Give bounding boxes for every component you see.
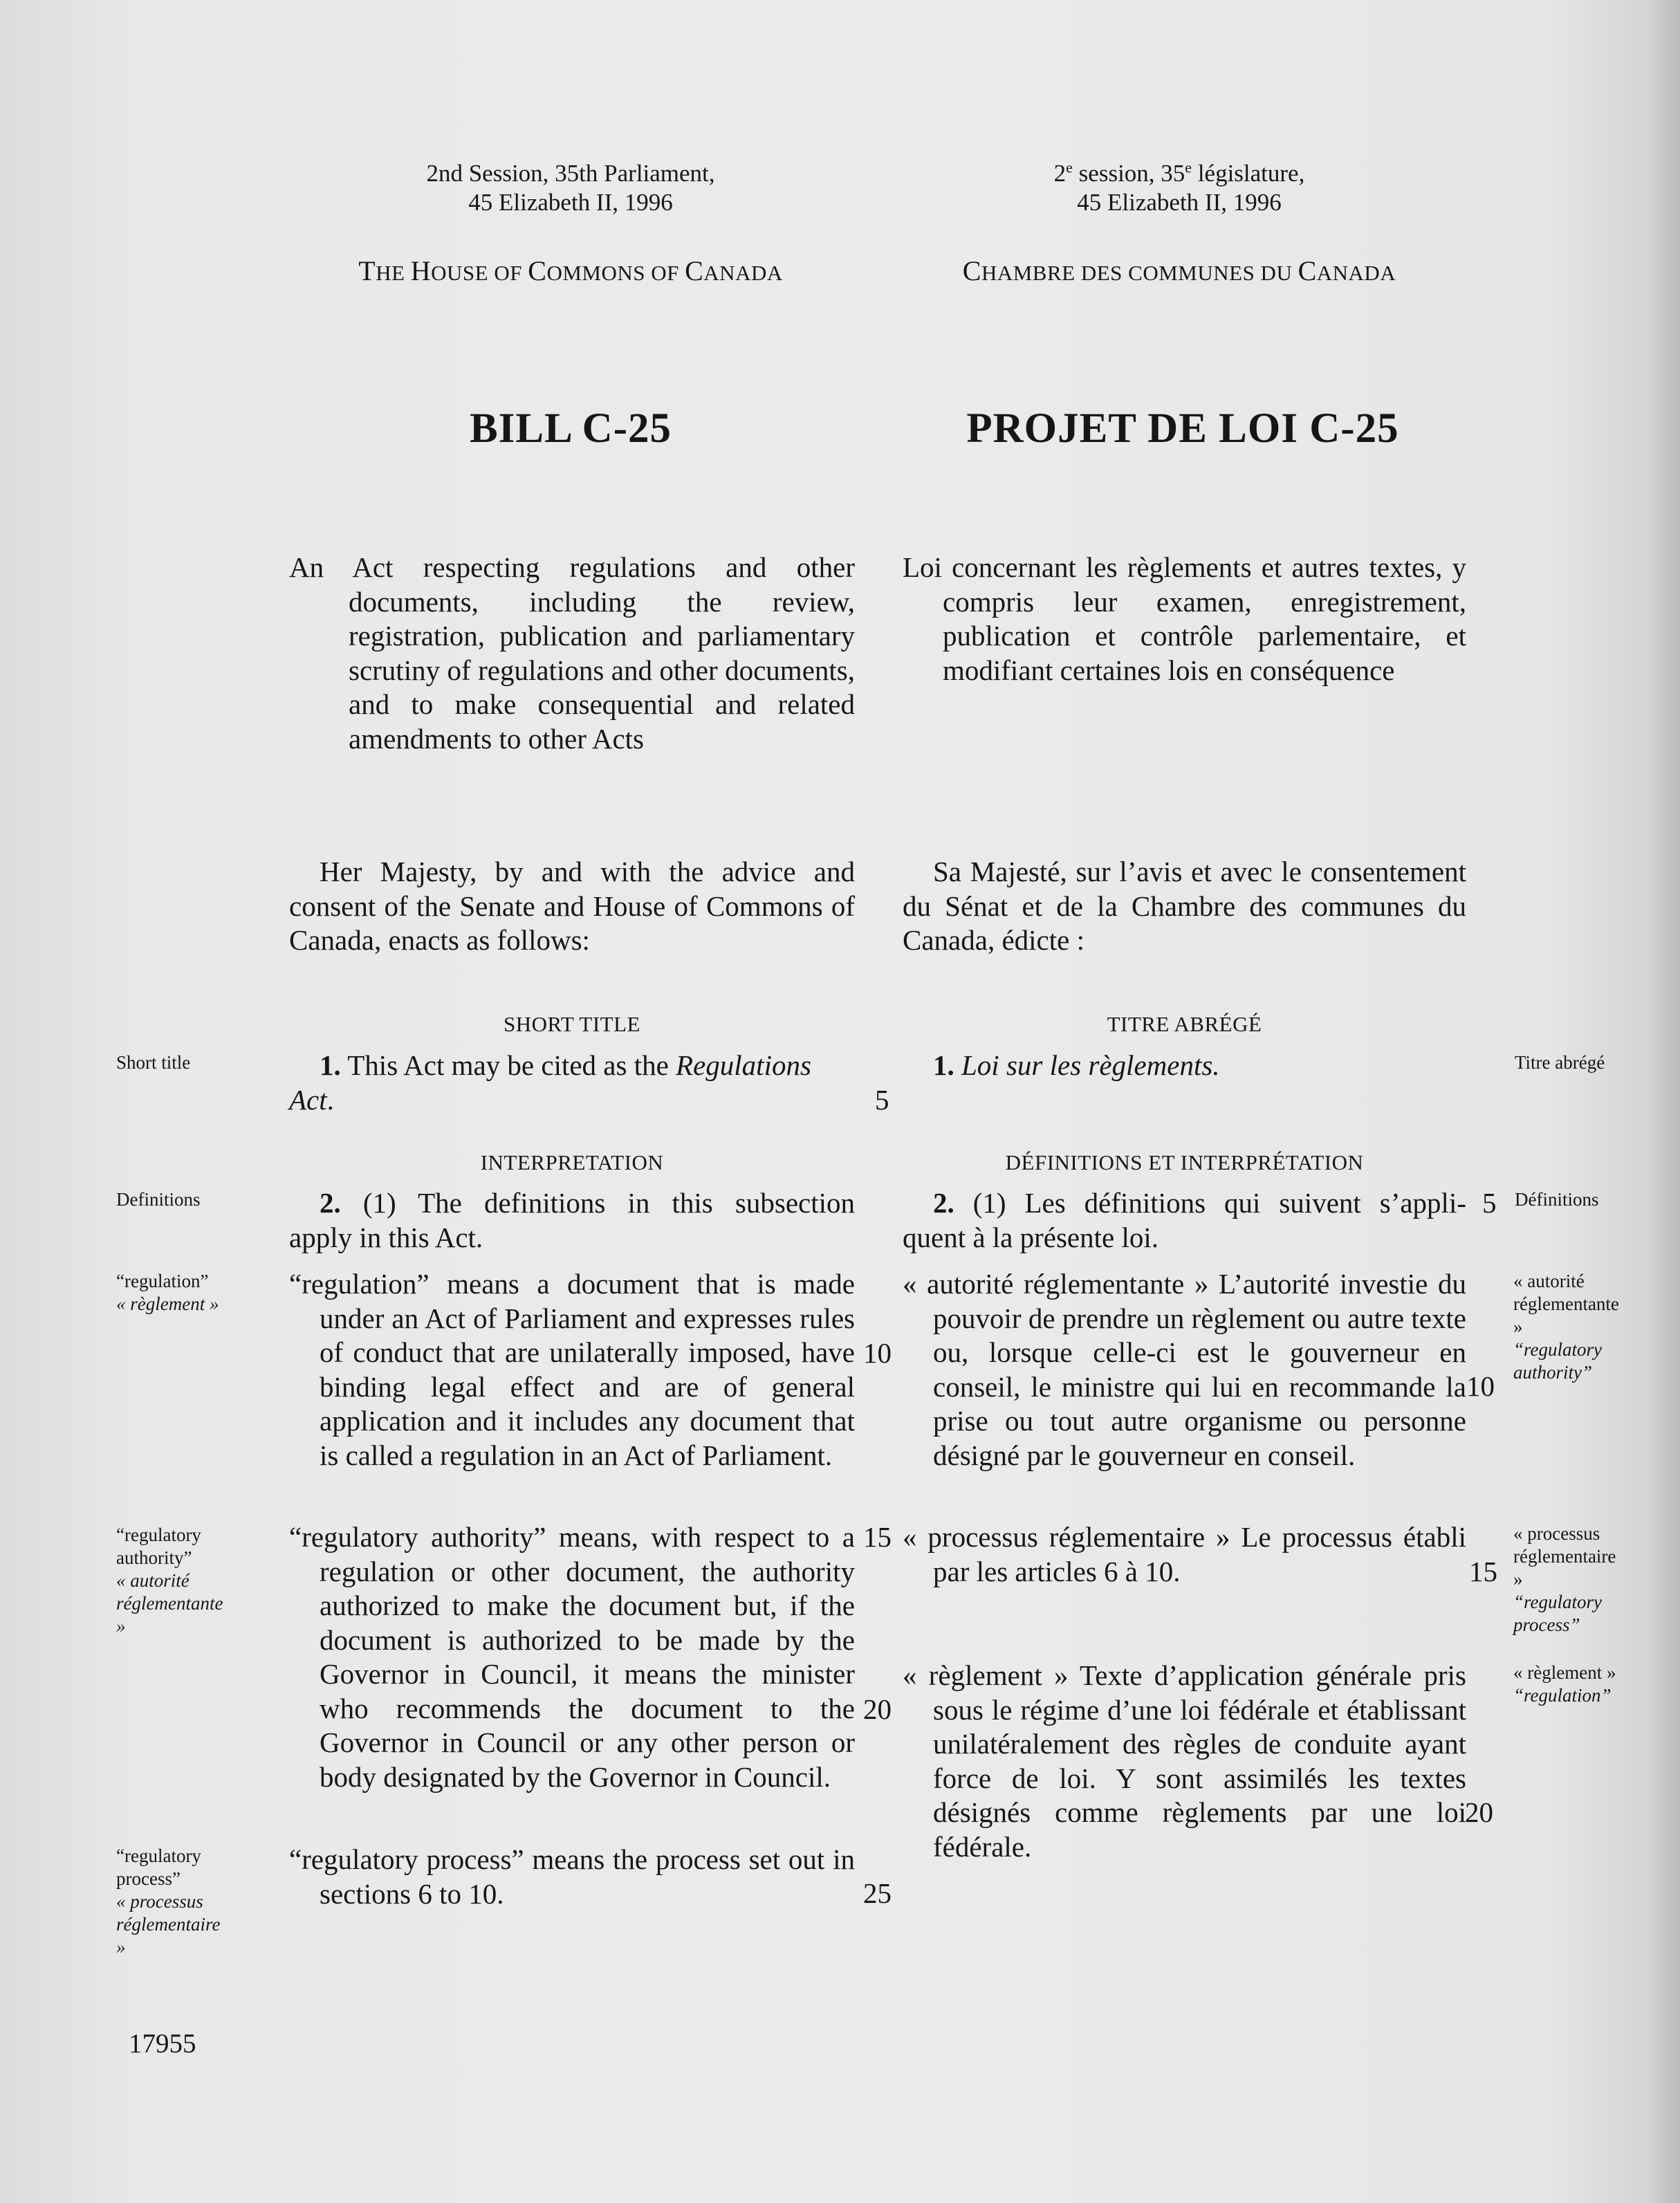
page-edge-shadow xyxy=(1645,0,1680,2203)
note-definitions-fr: Définitions xyxy=(1515,1189,1599,1210)
year-fr: 45 Elizabeth II, 1996 xyxy=(1077,189,1282,216)
note-processus-fr: « processus réglementaire » “regulatory process” xyxy=(1513,1523,1616,1635)
long-title-fr: Loi concernant les règlements et autres textes, y compris leur examen, enregistrement, publication et contrôle parlementaire, et modifiant certaines lois en conséquence xyxy=(903,551,1466,686)
year-en: 45 Elizabeth II, 1996 xyxy=(468,189,673,216)
short-title-heading-fr: TITRE ABRÉGÉ xyxy=(1107,1012,1262,1036)
definition-autorite-fr: « autorité réglementante » L’autorité investie du pouvoir de prendre un règlement ou autre texte ou, lorsque celle-ci est le gouverneur en conseil, le ministre qui lui en recommande la prise ou tout autre organisme ou personne désigné par le gouverneur en conseil. xyxy=(903,1268,1466,1471)
short-title-heading-en: SHORT TITLE xyxy=(504,1012,640,1036)
page-number: 17955 xyxy=(129,2029,196,2058)
enacting-en: Her Majesty, by and with the advice and consent of the Senate and House of Commons of Canada, enacts as follows: xyxy=(289,856,855,956)
line-number-10-en: 10 xyxy=(863,1337,892,1369)
section-1-en: 1. This Act may be cited as the Regulations Act. xyxy=(289,1049,811,1116)
interpretation-heading-fr: DÉFINITIONS ET INTERPRÉTATION xyxy=(1005,1150,1364,1174)
header-fr xyxy=(961,159,1397,217)
note-reglement-fr: « règlement » “regulation” xyxy=(1513,1662,1616,1706)
definition-regulation-en: “regulation” means a document that is made under an Act of Parliament and expresses rules of conduct that are unilaterally imposed, have binding legal effect and are of general application and it includes any document that is called a regulation in an Act of Parliament. xyxy=(289,1268,855,1471)
line-number-5-fr: 5 xyxy=(1482,1187,1497,1219)
bill-title-en: BILL C-25 xyxy=(469,405,672,452)
line-number-15-en: 15 xyxy=(863,1521,892,1553)
long-title-en: An Act respecting regulations and other documents, including the review, registration, publication and parliamentary scrutiny of regulations and other documents, and to make consequential and related amendments to other Acts xyxy=(289,551,855,755)
note-regulatory-authority-en: “regulatory authority” « autorité réglementante » xyxy=(116,1524,223,1637)
session-en: 2nd Session, 35th Parliament, xyxy=(426,160,715,187)
line-number-25-en: 25 xyxy=(863,1877,892,1909)
enacting-fr: Sa Majesté, sur l’avis et avec le consentement du Sénat et de la Chambre des communes du Canada, édicte : xyxy=(903,856,1466,956)
definition-regulatory-authority-en: “regulatory authority” means, with respect to a regulation or other document, the authority authorized to make the document but, if the document is authorized to be made by the Governor in Council, it means the minister who recommends the document to the Governor in Council or any other person or body designated by the Governor in Council. xyxy=(289,1521,855,1793)
house-en: THE HOUSE OF COMMONS OF CANADA xyxy=(358,255,783,286)
note-autorite-fr: « autorité réglementante » “regulatory authority” xyxy=(1513,1271,1619,1383)
session-fr: 2e session, 35e législature, xyxy=(1053,158,1305,187)
line-number-15-fr: 15 xyxy=(1469,1556,1497,1587)
note-short-title-fr: Titre abrégé xyxy=(1515,1052,1605,1073)
definition-regulatory-process-en: “regulatory process” means the process set out in sections 6 to 10. xyxy=(289,1843,855,1910)
definition-reglement-fr: « règlement » Texte d’application générale pris sous le régime d’une loi fédérale et établissant unilatéralement des règles de conduite ayant force de loi. Y sont assimilés les textes désignés comme règlements par une loi fédérale. xyxy=(903,1659,1466,1863)
header-en xyxy=(353,159,788,217)
section-2-fr: 2. (1) Les définitions qui suivent s’appli- quent à la présente loi. xyxy=(903,1187,1466,1253)
note-short-title-en: Short title xyxy=(116,1052,191,1073)
line-number-5-en: 5 xyxy=(875,1084,889,1116)
section-1-fr: 1. Loi sur les règlements. xyxy=(933,1049,1220,1081)
section-2-en: 2. (1) The definitions in this subsection apply in this Act. xyxy=(289,1187,855,1253)
bill-title-fr: PROJET DE LOI C-25 xyxy=(966,405,1399,452)
line-number-20-en: 20 xyxy=(863,1693,892,1725)
note-definitions-en: Definitions xyxy=(116,1189,201,1210)
house-fr: CHAMBRE DES COMMUNES DU CANADA xyxy=(962,255,1396,286)
line-number-10-fr: 10 xyxy=(1466,1370,1495,1402)
line-number-20-fr: 20 xyxy=(1465,1796,1493,1828)
note-regulation-en: “regulation” « règlement » xyxy=(116,1271,219,1314)
note-regulatory-process-en: “regulatory process” « processus réglementaire » xyxy=(116,1845,221,1957)
definition-processus-fr: « processus réglementaire » Le processus établi par les articles 6 à 10. xyxy=(903,1521,1466,1587)
interpretation-heading-en: INTERPRETATION xyxy=(480,1150,664,1174)
